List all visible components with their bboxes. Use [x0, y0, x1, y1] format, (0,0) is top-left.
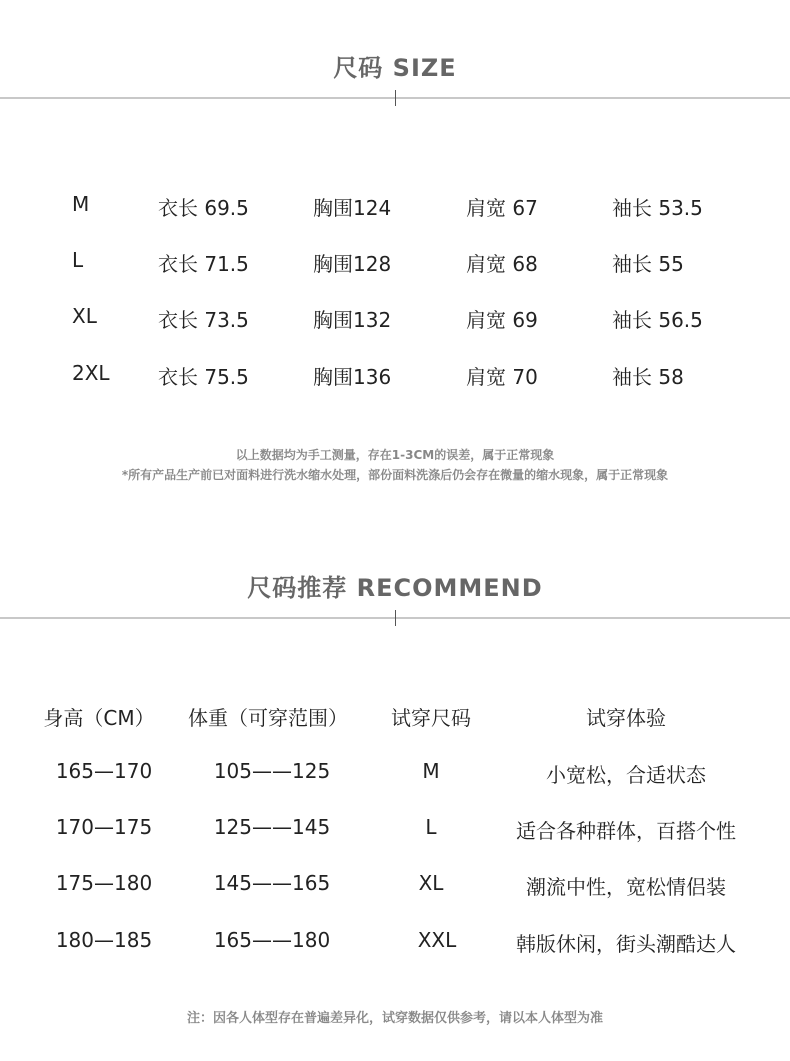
size-label: M	[72, 192, 90, 216]
weight-range: 105——125	[213, 759, 331, 783]
size-label: XL	[72, 304, 97, 328]
fit-size: M	[422, 759, 440, 783]
chest-value: 胸围132	[313, 308, 392, 332]
size-label: 2XL	[72, 361, 110, 385]
fit-size: XL	[418, 871, 444, 895]
size-section-title: 尺码 SIZE	[333, 54, 457, 82]
fit-experience: 适合各种群体，百搭个性	[516, 819, 736, 843]
recommend-section-title: 尺码推荐 RECOMMEND	[247, 574, 543, 602]
size-label: L	[72, 248, 84, 272]
header-height: 身高（CM）	[43, 706, 155, 730]
chest-value: 胸围136	[313, 365, 392, 389]
length-value: 衣长 71.5	[158, 252, 249, 276]
chest-value: 胸围128	[313, 252, 392, 276]
shoulder-value: 肩宽 70	[466, 365, 538, 389]
fit-size: L	[425, 815, 437, 839]
fit-size: XXL	[417, 928, 457, 952]
header-fit-experience: 试穿体验	[586, 706, 666, 730]
height-range: 180—185	[55, 928, 153, 952]
length-value: 衣长 73.5	[158, 308, 249, 332]
shoulder-value: 肩宽 69	[466, 308, 538, 332]
header-fit-size: 试穿尺码	[391, 706, 471, 730]
shrinkage-note: *所有产品生产前已对面料进行洗水缩水处理，部份面料洗涤后仍会存在微量的缩水现象，属于正常现象	[121, 468, 669, 482]
height-range: 175—180	[55, 871, 153, 895]
sleeve-value: 袖长 55	[612, 252, 684, 276]
height-range: 165—170	[55, 759, 153, 783]
sleeve-value: 袖长 56.5	[612, 308, 703, 332]
length-value: 衣长 75.5	[158, 365, 249, 389]
height-range: 170—175	[55, 815, 153, 839]
measurement-note: 以上数据均为手工测量，存在1-3CM的误差，属于正常现象	[235, 448, 555, 462]
recommend-divider-tick	[395, 610, 396, 626]
shoulder-value: 肩宽 67	[466, 196, 538, 220]
weight-range: 165——180	[213, 928, 331, 952]
fit-experience: 潮流中性，宽松情侣装	[526, 875, 726, 899]
chest-value: 胸围124	[313, 196, 392, 220]
sleeve-value: 袖长 58	[612, 365, 684, 389]
weight-range: 125——145	[213, 815, 331, 839]
fit-experience: 小宽松，合适状态	[546, 763, 706, 787]
header-weight: 体重（可穿范围）	[188, 706, 348, 730]
fit-experience: 韩版休闲，街头潮酷达人	[516, 932, 736, 956]
reference-note: 注：因各人体型存在普遍差异化，试穿数据仅供参考，请以本人体型为准	[186, 1011, 603, 1026]
size-divider-tick	[395, 90, 396, 106]
sleeve-value: 袖长 53.5	[612, 196, 703, 220]
weight-range: 145——165	[213, 871, 331, 895]
shoulder-value: 肩宽 68	[466, 252, 538, 276]
length-value: 衣长 69.5	[158, 196, 249, 220]
